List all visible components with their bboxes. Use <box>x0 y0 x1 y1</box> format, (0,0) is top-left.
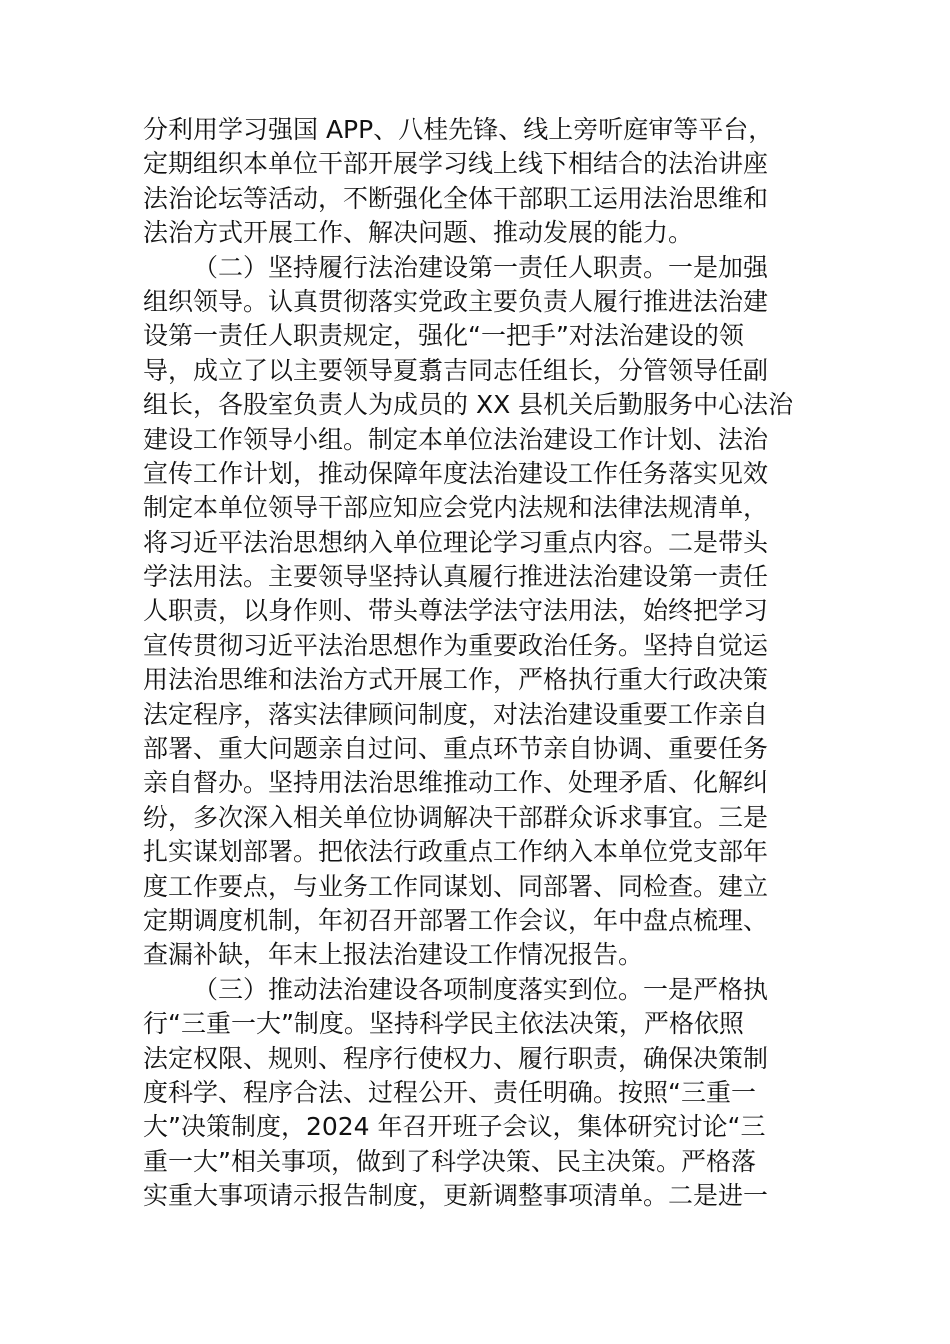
text-line: 法治方式开展工作、解决问题、推动发展的能力。 <box>143 218 694 248</box>
text-line: 法治论坛等活动，不断强化全体干部职工运用法治思维和 <box>143 183 769 213</box>
text-line: 宣传工作计划，推动保障年度法治建设工作任务落实见效 <box>143 458 769 488</box>
document-body <box>143 113 807 1214</box>
text-line: 度工作要点，与业务工作同谋划、同部署、同检查。建立 <box>143 871 769 901</box>
text-line: 实重大事项请示报告制度，更新调整事项清单。二是进一 <box>143 1181 769 1211</box>
text-line: 度科学、程序合法、过程公开、责任明确。按照“三重一 <box>143 1077 756 1107</box>
text-line: 人职责，以身作则、带头尊法学法守法用法，始终把学习 <box>143 596 769 626</box>
text-line: 行“三重一大”制度。坚持科学民主依法决策，严格依照 <box>143 1009 744 1039</box>
text-line: 纷，多次深入相关单位协调解决干部群众诉求事宜。三是 <box>143 802 769 832</box>
text-line: 组长，各股室负责人为成员的 XX 县机关后勤服务中心法治 <box>143 390 794 420</box>
text-line: 定期调度机制，年初召开部署工作会议，年中盘点梳理、 <box>143 905 769 935</box>
text-line: 查漏补缺，年末上报法治建设工作情况报告。 <box>143 940 644 970</box>
text-line: 学法用法。主要领导坚持认真履行推进法治建设第一责任 <box>143 562 769 592</box>
text-line: 建设工作领导小组。制定本单位法治建设工作计划、法治 <box>143 424 769 454</box>
text-line: 组织领导。认真贯彻落实党政主要负责人履行推进法治建 <box>143 286 769 316</box>
text-line: 用法治思维和法治方式开展工作，严格执行重大行政决策 <box>143 665 769 695</box>
text-line: 设第一责任人职责规定，强化“一把手”对法治建设的领 <box>143 321 744 351</box>
text-line: 扎实谋划部署。把依法行政重点工作纳入本单位党支部年 <box>143 837 769 867</box>
text-line: 将习近平法治思想纳入单位理论学习重点内容。二是带头 <box>143 527 769 557</box>
section-heading-line: （二）坚持履行法治建设第一责任人职责。一是加强 <box>193 252 769 282</box>
text-line: 法定权限、规则、程序行使权力、履行职责，确保决策制 <box>143 1043 769 1073</box>
text-line: 定期组织本单位干部开展学习线上线下相结合的法治讲座 <box>143 149 769 179</box>
text-line: 大”决策制度，2024 年召开班子会议，集体研究讨论“三 <box>143 1112 766 1142</box>
section-heading-line: （三）推动法治建设各项制度落实到位。一是严格执 <box>193 974 769 1004</box>
text-line: 宣传贯彻习近平法治思想作为重要政治任务。坚持自觉运 <box>143 630 769 660</box>
text-line: 重一大”相关事项，做到了科学决策、民主决策。严格落 <box>143 1146 756 1176</box>
text-line: 分利用学习强国 APP、八桂先锋、线上旁听庭审等平台， <box>143 115 774 144</box>
text-line: 导，成立了以主要领导夏翥吉同志任组长，分管领导任副 <box>143 355 769 385</box>
text-line: 制定本单位领导干部应知应会党内法规和法律法规清单， <box>143 493 769 523</box>
text-line: 法定程序，落实法律顾问制度，对法治建设重要工作亲自 <box>143 699 769 729</box>
text-line: 部署、重大问题亲自过问、重点环节亲自协调、重要任务 <box>143 734 769 764</box>
text-line: 亲自督办。坚持用法治思维推动工作、处理矛盾、化解纠 <box>143 768 769 798</box>
